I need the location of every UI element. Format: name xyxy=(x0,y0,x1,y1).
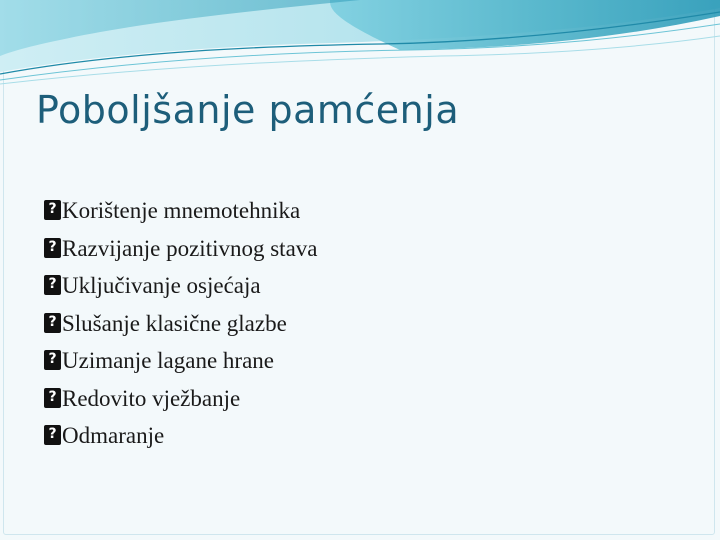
bullet-item xyxy=(44,267,317,305)
missing-glyph-icon xyxy=(44,238,61,258)
slide-title: Poboljšanje pamćenja xyxy=(36,88,460,132)
missing-glyph-icon xyxy=(44,350,61,370)
bullet-item xyxy=(44,380,317,418)
bullet-text: Redovito vježbanje xyxy=(62,385,241,411)
bullet-item xyxy=(44,230,317,268)
bullet-text: Uključivanje osjećaja xyxy=(62,273,261,298)
missing-glyph-icon xyxy=(44,200,61,220)
bullet-item xyxy=(44,417,317,455)
bullet-text: Uzimanje lagane hrane xyxy=(62,348,274,373)
missing-glyph-icon xyxy=(44,313,61,333)
bullet-text: Razvijanje pozitivnog stava xyxy=(62,235,318,261)
bullet-list xyxy=(44,192,317,455)
bullet-item xyxy=(44,342,317,380)
missing-glyph-icon xyxy=(44,425,61,445)
bullet-text: Korištenje mnemotehnika xyxy=(62,198,301,223)
missing-glyph-icon xyxy=(44,275,61,295)
missing-glyph-icon xyxy=(44,388,61,408)
bullet-text: Odmaranje xyxy=(62,423,165,448)
header-swoosh-decoration xyxy=(0,0,720,90)
bullet-item xyxy=(44,192,317,230)
bullet-item xyxy=(44,305,317,343)
bullet-text: Slušanje klasične glazbe xyxy=(62,310,287,336)
